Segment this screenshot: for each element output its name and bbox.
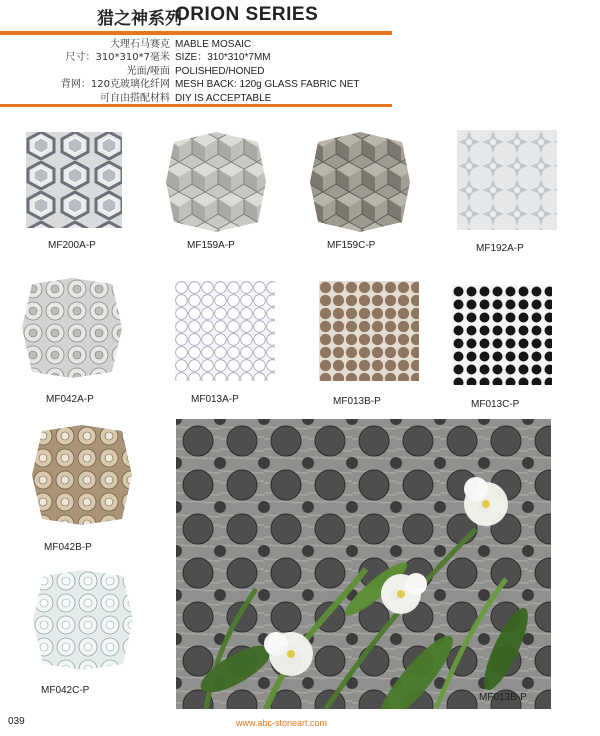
mosaic-tile-swatch bbox=[33, 570, 133, 670]
website-link[interactable]: www.abc-stoneart.com bbox=[236, 718, 328, 728]
product-code: MF042A-P bbox=[46, 394, 94, 405]
header-rule-bottom bbox=[0, 104, 392, 107]
spec-en-line: MABLE MOSAIC bbox=[175, 39, 252, 50]
spec-list-chinese bbox=[0, 38, 170, 105]
product-code: MF013C-P bbox=[471, 399, 520, 410]
spec-cn-line: 可自由搭配材料 bbox=[100, 92, 170, 104]
mosaic-tile-swatch bbox=[310, 132, 410, 232]
product-code: MF159C-P bbox=[327, 240, 376, 251]
installation-photo bbox=[176, 419, 551, 709]
title-chinese: 猎之神系列 bbox=[97, 9, 182, 29]
mosaic-tile-swatch bbox=[457, 130, 557, 230]
product-code: MF042B-P bbox=[44, 542, 92, 553]
spec-cn-line: 大理石马赛克 bbox=[110, 39, 170, 50]
mosaic-tile-swatch bbox=[166, 132, 266, 232]
spec-list-english bbox=[175, 38, 415, 105]
product-code: MF013A-P bbox=[191, 394, 239, 405]
spec-cn-line: 背网：120克玻璃化纤网 bbox=[60, 79, 170, 91]
product-code: MF192A-P bbox=[476, 243, 524, 254]
spec-cn-line: 光面/哑面 bbox=[126, 65, 170, 77]
product-code: MF013B-P bbox=[333, 396, 381, 407]
photo-product-code: MF013B-P bbox=[479, 692, 527, 703]
spec-cn-line: 尺寸：310*310*7毫米 bbox=[65, 52, 170, 64]
spec-en-line: DIY IS ACCEPTABLE bbox=[175, 92, 272, 104]
header-rule-top bbox=[0, 31, 392, 35]
spec-en-line: POLISHED/HONED bbox=[175, 65, 265, 77]
mosaic-tile-swatch bbox=[24, 130, 124, 230]
mosaic-tile-swatch bbox=[452, 285, 552, 385]
mosaic-tile-swatch bbox=[175, 281, 275, 381]
installation-photo-image bbox=[176, 419, 551, 709]
mosaic-tile-swatch bbox=[22, 278, 122, 378]
spec-en-line: MESH BACK: 120g GLASS FABRIC NET bbox=[175, 79, 360, 91]
product-code: MF200A-P bbox=[48, 240, 96, 251]
spec-en-line: SIZE：310*310*7MM bbox=[175, 52, 271, 64]
product-code: MF159A-P bbox=[187, 240, 235, 251]
mosaic-tile-swatch bbox=[32, 425, 132, 525]
page-number: 039 bbox=[8, 716, 25, 727]
title-english: ORION SERIES bbox=[175, 4, 319, 25]
mosaic-tile-swatch bbox=[319, 281, 419, 381]
product-code: MF042C-P bbox=[41, 685, 90, 696]
